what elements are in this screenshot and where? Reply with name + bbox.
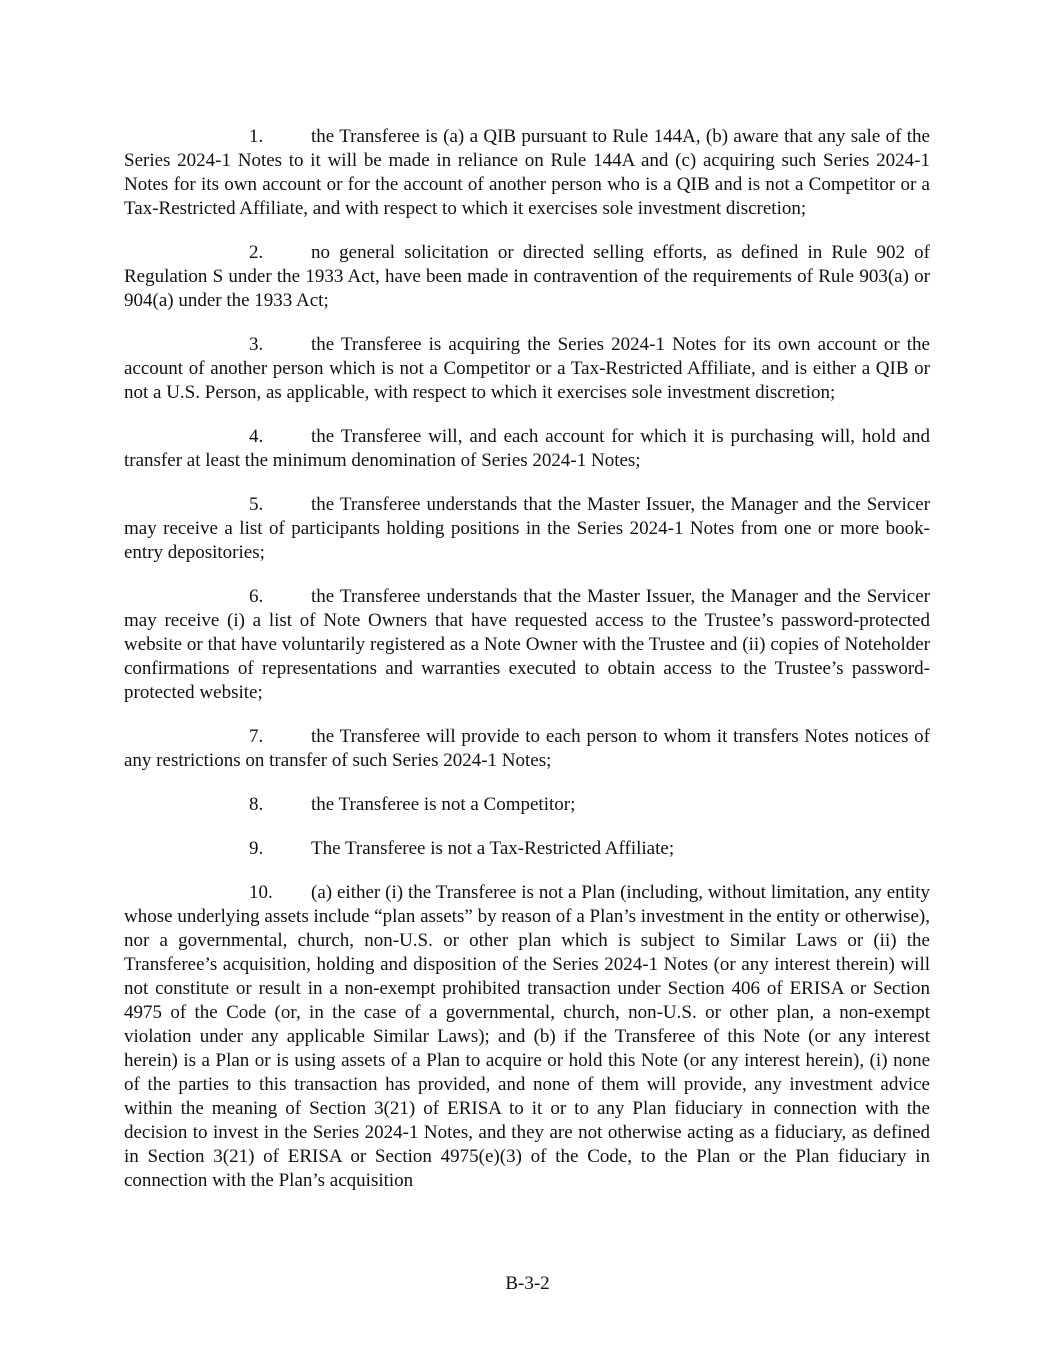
- item-text: the Transferee is acquiring the Series 2024-1 Notes for its own account or the account of another person which is not a Competitor or a Tax-Restricted Affiliate, and is either a QIB or not a U.S. Person, as applicable, with respect to which it exercises sole investment discretion;: [124, 334, 930, 403]
- list-item-9: [124, 837, 930, 861]
- item-text: the Transferee will provide to each person to whom it transfers Notes notices of any restrictions on transfer of such Series 2024-1 Notes;: [124, 726, 930, 771]
- list-item-10: [124, 881, 930, 1193]
- item-text: (a) either (i) the Transferee is not a Plan (including, without limitation, any entity whose underlying assets include “plan assets” by reason of a Plan’s investment in the entity or otherwise), nor a governmental, church, non-U.S. or other plan which is subject to Similar Laws or (ii) the Transferee’s acquisition, holding and disposition of the Series 2024-1 Notes (or any interest therein) will not constitute or result in a non-exempt prohibited transaction under Section 406 of ERISA or Section 4975 of the Code (or, in the case of a governmental, church, non-U.S. or other plan, a non-exempt violation under any applicable Similar Laws); and (b) if the Transferee of this Note (or any interest herein) is a Plan or is using assets of a Plan to acquire or hold this Note (or any interest herein), (i) none of the parties to this transaction has provided, and none of them will provide, any investment advice within the meaning of Section 3(21) of ERISA to it or to any Plan fiduciary in connection with the decision to invest in the Series 2024-1 Notes, and they are not otherwise acting as a fiduciary, as defined in Section 3(21) of ERISA or Section 4975(e)(3) of the Code, to the Plan or the Plan fiduciary in connection with the Plan’s acquisition: [124, 882, 930, 1191]
- item-text: the Transferee understands that the Master Issuer, the Manager and the Servicer may receive a list of participants holding positions in the Series 2024-1 Notes from one or more book-entry depositories;: [124, 494, 930, 563]
- list-item-7: [124, 725, 930, 773]
- item-number: 9.: [249, 838, 264, 859]
- item-number: 4.: [249, 426, 264, 447]
- list-item-5: [124, 493, 930, 565]
- list-item-4: [124, 425, 930, 473]
- item-number: 7.: [249, 726, 264, 747]
- item-text: The Transferee is not a Tax-Restricted Affiliate;: [311, 838, 675, 859]
- item-number: 10.: [249, 882, 273, 903]
- list-item-8: [124, 793, 930, 817]
- item-number: 6.: [249, 586, 264, 607]
- item-number: 5.: [249, 494, 264, 515]
- item-text: the Transferee is (a) a QIB pursuant to Rule 144A, (b) aware that any sale of the Series 2024-1 Notes to it will be made in reliance on Rule 144A and (c) acquiring such Series 2024-1 Notes for its own account or for the account of another person who is a QIB and is not a Competitor or a Tax-Restricted Affiliate, and with respect to which it exercises sole investment discretion;: [124, 126, 930, 219]
- list-item-2: [124, 241, 930, 313]
- item-text: the Transferee will, and each account for which it is purchasing will, hold and transfer at least the minimum denomination of Series 2024-1 Notes;: [124, 426, 930, 471]
- document-body: [124, 125, 930, 1213]
- item-text: the Transferee understands that the Master Issuer, the Manager and the Servicer may receive (i) a list of Note Owners that have requested access to the Trustee’s password-protected website or that have voluntarily registered as a Note Owner with the Trustee and (ii) copies of Noteholder confirmations of representations and warranties executed to obtain access to the Trustee’s password-protected website;: [124, 586, 930, 703]
- item-number: 2.: [249, 242, 264, 263]
- list-item-1: [124, 125, 930, 221]
- item-number: 1.: [249, 126, 264, 147]
- item-text: the Transferee is not a Competitor;: [311, 794, 576, 815]
- list-item-6: [124, 585, 930, 705]
- item-text: no general solicitation or directed selling efforts, as defined in Rule 902 of Regulation S under the 1933 Act, have been made in contravention of the requirements of Rule 903(a) or 904(a) under the 1933 Act;: [124, 242, 930, 311]
- item-number: 3.: [249, 334, 264, 355]
- item-number: 8.: [249, 794, 264, 815]
- page-number: B-3-2: [505, 1273, 550, 1294]
- list-item-3: [124, 333, 930, 405]
